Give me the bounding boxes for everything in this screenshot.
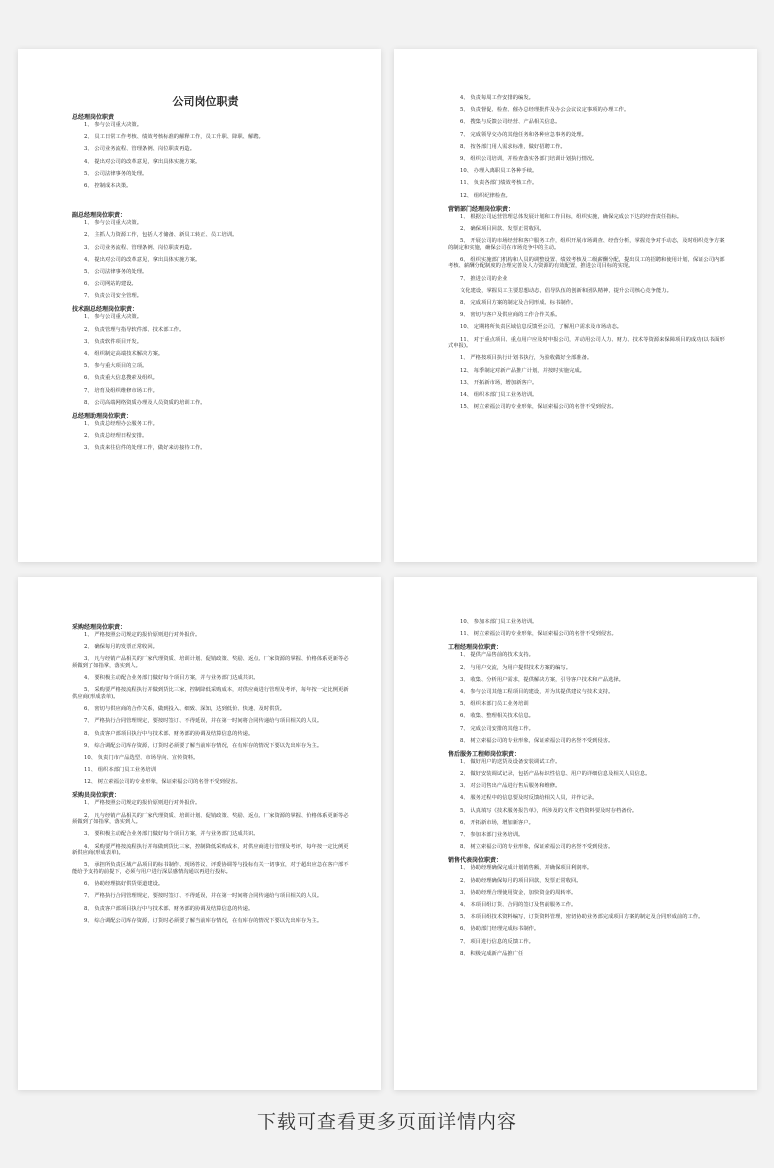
document-page-1 <box>18 49 381 562</box>
duty-item: 2、 协助经理确保每月的项目回款，发票正常收回。 <box>460 877 582 884</box>
duty-item: 5、 本项目组技术资料编写，订货资料管理，密切协助业务部完成项目方案的制定及合同形成前的工作。 <box>460 914 704 921</box>
duty-item: 14、 组织本部门员工业务培训。 <box>460 391 538 398</box>
duty-item: 6、 控制成本决策。 <box>84 182 132 189</box>
duty-item: 1、 提供产品售前的技术支持。 <box>460 652 534 659</box>
job-section <box>72 195 353 300</box>
duty-item: 1、 参与公司重大决策。 <box>84 220 143 227</box>
duty-item: 3、 协助经理合理使用资金，加快资金的周转率。 <box>460 889 577 896</box>
section-title: 总经理助理岗位职责： <box>72 412 133 420</box>
job-section <box>448 643 727 744</box>
duty-item: 5、 公司法律事务的处理。 <box>84 170 148 177</box>
duty-item: 8、 树立索福公司的专业形象，保证索福公司的名誉不受到侵害。 <box>460 844 614 851</box>
section-title: 采购经理岗位职责： <box>72 624 127 631</box>
duty-item: 2、 与用户交流，为用户提供技术方案的编写。 <box>460 664 571 671</box>
section-title: 技术副总经理岗位职责： <box>72 306 139 314</box>
duty-item: 10、 定期将所负责区域信息反馈至公司，了解用户需求及市场动态。 <box>460 324 623 331</box>
duty-item: 8、 公司高端网络资质办理及人员资质的培训工作。 <box>84 399 206 406</box>
section-title: 售后服务工程师岗位职责： <box>448 750 521 758</box>
section-title: 营销部门经理岗位职责： <box>448 205 515 213</box>
duty-item: 6、 收集、整理相关技术信息。 <box>460 713 534 720</box>
duty-item: 11、 树立索福公司的专业形象，保证索福公司的名誉不受到侵害。 <box>460 631 617 638</box>
duty-item: 3、 负责来往信件的处理工作，做好来访接待工作。 <box>84 445 206 452</box>
duty-item: 5、 开展公司的市场经营和客户服务工作，组织开展市场调查、经营分析，掌握竞争对手动态，及时组织竞争方案的制定和实施，确保公司在市场竞争中的主动。 <box>448 238 725 251</box>
duty-item: 8、 负责客户部项目执行中与技术部、财务部的协调及结算信息的传递。 <box>84 905 254 912</box>
duty-item: 10、 办理入离职员工各种手续。 <box>460 168 538 175</box>
job-section <box>448 750 727 851</box>
duty-item: 15、 树立索福公司的专业形象，保证索福公司的名誉不受到侵害。 <box>460 404 617 411</box>
duty-item: 3、 负责软件项目开发。 <box>84 338 143 345</box>
duty-item: 1、 协助经理确保完成计划销售额，并确保项目利润率。 <box>460 865 593 872</box>
duty-item: 8、 完成项目方案的制定及合同形成、标书制作。 <box>460 300 577 306</box>
duty-item: 9、 密切与客户及供应商的工作合作关系。 <box>460 312 561 319</box>
job-section <box>72 113 353 190</box>
download-hint-text[interactable]: 下载可查看更多页面详情内容 <box>256 1111 517 1133</box>
duty-item: 2、 负责管理与指导软件部、技术部工作。 <box>84 326 185 333</box>
duty-item: 1、 参与公司重大决策。 <box>84 314 143 321</box>
job-section <box>72 305 353 406</box>
section-title: 销售代表岗位职责： <box>448 857 503 865</box>
duty-item: 7、 参加本部门业务培训。 <box>460 832 524 838</box>
duty-item: 5、 认真填写《技术服务报告单》，所涉及的文件文档资料要及时存档备份。 <box>460 807 638 814</box>
duty-item: 文化建设，掌握员工主要思想动态，倡导队伍的创新和团队精神，提升公司核心竞争能力。 <box>460 287 672 294</box>
duty-item: 2、 确保每月的发票正常收回。 <box>84 644 158 651</box>
duty-item: 4、 组织制定高端技术解决方案。 <box>84 351 164 357</box>
duty-item: 3、 要积极主动配合业务部门做好每个项目方案，并与业务部门达成共识。 <box>84 831 259 838</box>
duty-item: 7、 严格执行合同管理规定，要按时签订、不得延误，并在第一时间将合同传递给与项目相关的人员。 <box>84 893 323 900</box>
document-title: 公司岗位职责 <box>172 95 239 108</box>
duty-item: 4、 本项目组订货、合同的签订及售前服务工作。 <box>460 901 577 908</box>
section-title: 副总经理岗位职责： <box>72 212 127 220</box>
duty-item: 5、 采购要严格按流程执行并做到货比三家，控制降低采购成本，对供应商进行管理及考评，每年按一定比例更新供应商(形成表单)。 <box>72 687 349 700</box>
duty-item: 6、 开拓新市场，增加新客户。 <box>460 819 534 826</box>
duty-item: 8、 树立索福公司的专业形象，保证索福公司的名誉不受到侵害。 <box>460 737 614 744</box>
duty-item: 5、 组织本部门员工业务培训 <box>460 701 529 708</box>
duty-item: 3、 公司业务流程、管理条例、岗位职责再造。 <box>84 146 195 153</box>
duty-item: 2、 做好安装调试记录，包括产品标识性信息、用户的详细信息及相关人员信息。 <box>460 771 651 778</box>
job-section <box>448 205 727 411</box>
duty-item: 7、 完成公司安排的其他工作。 <box>460 725 534 732</box>
document-page-3 <box>18 577 381 1090</box>
duty-item: 1、 负责总经理办公服务工作。 <box>84 420 158 427</box>
duty-item: 13、 开拓新市场，增加新客户。 <box>460 379 538 386</box>
duty-item: 4、 要积极主动配合业务部门做好每个项目方案，并与业务部门达成共识。 <box>84 675 259 682</box>
duty-item: 2、 员工日常工作考核、绩效考核标准的解释工作，员工升职、降职、解聘。 <box>84 134 264 141</box>
duty-item: 4、 参与公司其他工程项目的建设，并为其提供建议与技术支持。 <box>460 688 614 695</box>
duty-item: 6、 协助经理搞好供货渠道建设。 <box>84 881 164 888</box>
duty-item: 5、 负责督促、检查、催办总经理批件及办公会议议定事项的办理工作。 <box>460 107 630 114</box>
duty-item: 9、 综合调配公司库存资源，订货时必须要了解当前库存情况，在有库存的情况下要以先出库存为主。 <box>84 742 323 749</box>
duty-item: 12、 组织纪律检查。 <box>460 192 511 199</box>
duty-item: 6、 协助部门经理完成标书制作。 <box>460 926 540 933</box>
duty-item: 4、 服务过程中的信息要及时反馈给相关人员，并作记录。 <box>460 795 598 802</box>
section-title: 工程经理岗位职责： <box>448 644 503 652</box>
duty-item: 6、 组织实施部门机构和人员的调整设置、绩效考核及二级薪酬分配，提出员工的招聘和使用计划，保证公司内部考核、薪酬分配制度的合理完善及人力资源的有效配置，推进公司目标的实现。 <box>448 256 725 270</box>
duty-item: 1、 根据公司运营管理总体发展计划和工作目标，组织实施，确保完成公下达的经营责任指标。 <box>460 213 683 220</box>
duty-item: 2、 主抓人力资源工作，包括人才储备、新员工转正、员工培训。 <box>84 232 238 239</box>
job-section <box>448 95 727 199</box>
duty-item: 8、 负责客户部项目执行中与技术部、财务部的协调及结算信息的传递。 <box>84 730 254 737</box>
job-section <box>72 412 353 452</box>
job-section <box>448 619 727 638</box>
job-section <box>72 791 353 924</box>
duty-item: 1、 严格按项目执行计划书执行，为验收做好全部准备。 <box>460 355 593 362</box>
duty-item: 3、 对公司售出产品进行售后服务和维修。 <box>460 783 561 790</box>
duty-item: 7、 推进公司的企业 <box>460 275 508 282</box>
duty-item: 5、 公司法律事务的处理。 <box>84 268 148 275</box>
duty-item: 4、 负责每周工作安排的编发。 <box>460 95 534 101</box>
duty-item: 4、 提出对公司的改革意见，拿出具体实施方案。 <box>84 158 201 165</box>
duty-item: 7、 完成领导交办的其他任务和各种应急事务的处理。 <box>460 131 587 138</box>
section-title: 总经理岗位职责 <box>72 114 115 121</box>
duty-item: 9、 综合调配公司库存资源，订货时必须要了解当前库存情况，在有库存的情况下要以先出库存为主。 <box>84 917 323 924</box>
duty-item: 11、 组织本部门员工业务培训 <box>84 767 156 774</box>
duty-item: 7、 项目进行信息的反馈工作。 <box>460 938 534 945</box>
duty-item: 5、 承担所负责区域产品项目的标书制作、现场答议、评委协调等与投标有关一切事宜，对于超出应急在客户部不能给予支持的前提下，必须与用户进行深层感情沟通以再进行投标。 <box>72 862 349 875</box>
document-page-2 <box>394 49 757 562</box>
duty-item: 2、 确保项目回款、发票正常收回。 <box>460 225 545 232</box>
duty-item: 2、 负责总经理日程安排。 <box>84 433 148 440</box>
section-title: 采购员岗位职责： <box>72 792 121 800</box>
duty-item: 12、 树立索福公司的专业形象，保证索福公司的名誉不受到侵害。 <box>84 779 241 786</box>
duty-item: 1、 严格按照公司规定的报价原则进行对外报价。 <box>84 800 201 807</box>
duty-item: 7、 负责公司安全管理。 <box>84 293 143 300</box>
duty-item: 6、 密切与供应商的合作关系，做到投入、细致、深知，达到低价、快速、及时供货。 <box>84 706 286 713</box>
duty-item: 11、 负责各部门绩效考核工作。 <box>460 180 538 187</box>
duty-item: 7、 严格执行合同管理规定，要按时签订、不得延误，并在第一时间将合同传递给与项目相关的人员。 <box>84 718 323 725</box>
duty-item: 3、 收集、分析用户需求，提供解决方案，引导客户技术和产品选择。 <box>460 676 624 683</box>
duty-item: 6、 搜集与反馈公司经营、产品相关信息。 <box>460 119 561 126</box>
duty-item: 6、 公司网站的建设。 <box>84 281 137 288</box>
duty-item: 10、 负责门市产品选型、市场导向、宣传资料。 <box>84 754 199 761</box>
section-spacer <box>72 195 353 211</box>
duty-item: 3、 公司业务流程、管理条例、岗位职责再造。 <box>84 244 195 251</box>
duty-item: 11、 对于重点项目、重点用户应及时申报公司，并动用公司人力、财力、技术等资源来保障项目的成功(以书面形式申报)。 <box>448 336 725 350</box>
duty-item: 1、 做好用户的送货及设备安装调试工作。 <box>460 758 561 765</box>
duty-item: 4、 采购要严格按流程执行并每做到货比三家，控制降低采购成本，对供应商进行管理及考评，每年按一定比例更新供应商(形成表单)。 <box>72 843 349 857</box>
duty-item: 12、 每季制定对新产品推广计划，并按时实施完成。 <box>460 367 585 374</box>
duty-item: 6、 负责重大信息搜索及组织。 <box>84 375 158 382</box>
duty-item: 8、 积极完成新产品推广任 <box>460 950 524 957</box>
duty-item: 8、 按各部门用人需求标准，做好招聘工作。 <box>460 143 566 150</box>
job-section <box>72 623 353 786</box>
duty-item: 1、 参与公司重大决策。 <box>84 122 143 128</box>
duty-item: 3、 凡与经销产品相关的厂家代理资质、培训计划、促销政策、奖励、返点、厂家资源的掌握、价格体系更新等必须做到了如指掌，落实到人。 <box>72 656 349 669</box>
duty-item: 9、 组织公司培训，并检查落实各部门培训计划执行情况。 <box>460 155 598 162</box>
duty-item: 4、 提出对公司的改革意见，拿出具体实施方案。 <box>84 256 201 263</box>
duty-item: 1、 严格按照公司规定的报价原则进行对外报价。 <box>84 632 201 638</box>
duty-item: 2、 凡与经销产品相关的厂家代理资质、培训计划、促销政策、奖励、返点、厂家资源的掌握、价格体系更新等必须做到了如指掌，落实到人。 <box>72 812 349 826</box>
document-page-4 <box>394 577 757 1090</box>
duty-item: 10、 参加本部门员工业务培训。 <box>460 619 538 625</box>
duty-item: 7、 培育及组织维修市场工作。 <box>84 387 158 394</box>
job-section <box>448 856 727 957</box>
duty-item: 5、 参与重大项目的立项。 <box>84 363 148 370</box>
